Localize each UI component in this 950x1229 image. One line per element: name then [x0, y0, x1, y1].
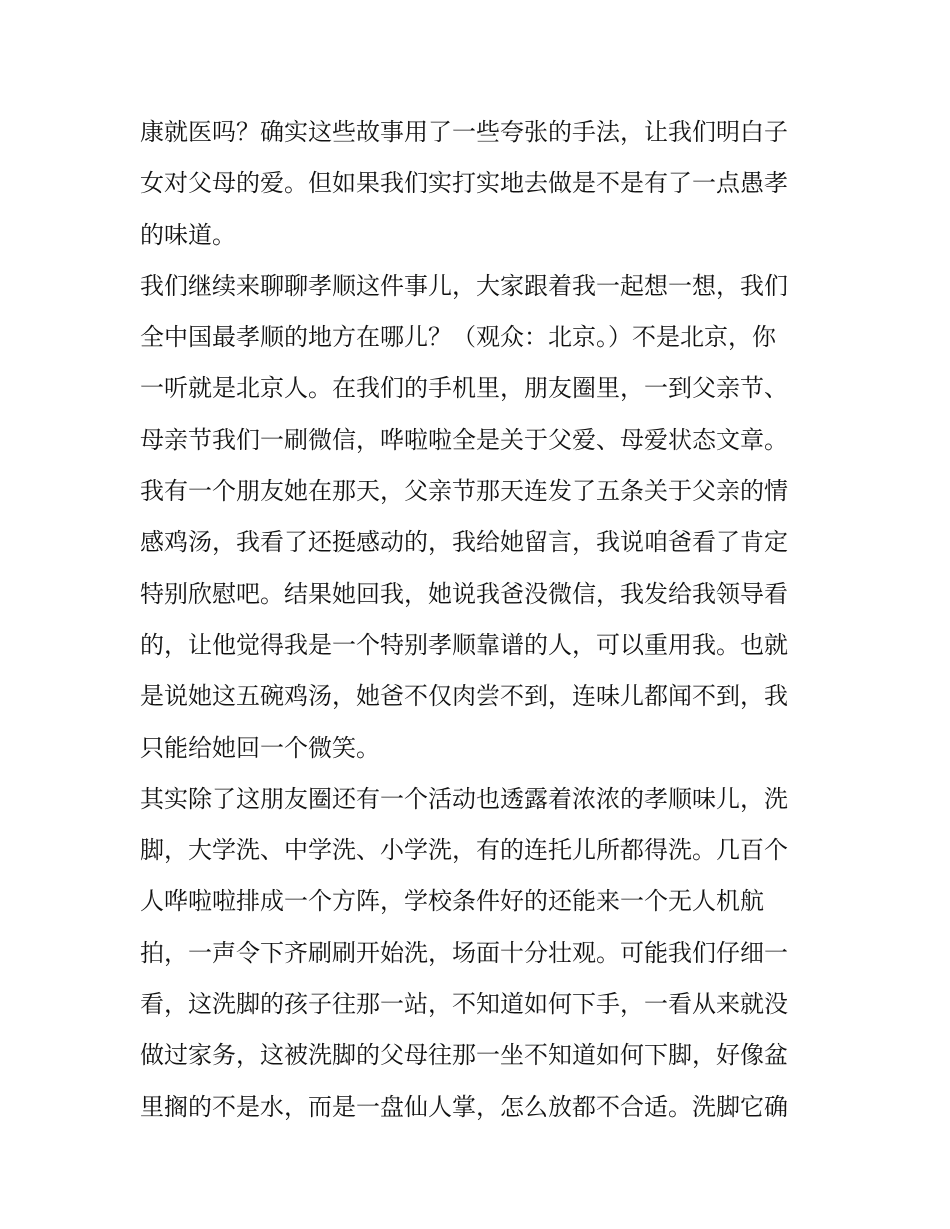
text-line: 康就医吗？确实这些故事用了一些夸张的手法，让我们明白子 [140, 118, 788, 146]
text-line: 脚，大学洗、中学洗、小学洗，有的连托儿所都得洗。几百个 [140, 836, 788, 865]
text-line: 其实除了这朋友圈还有一个活动也透露着浓浓的孝顺味儿，洗 [140, 784, 788, 813]
body-text [140, 107, 820, 1133]
text-line: 母亲节我们一刷微信，哗啦啦全是关于父爱、母爱状态文章。 [140, 425, 788, 454]
text-line: 特别欣慰吧。结果她回我，她说我爸没微信，我发给我领导看 [140, 579, 788, 608]
text-line: 只能给她回一个微笑。 [140, 733, 380, 762]
text-line: 的味道。 [140, 220, 236, 249]
text-line: 感鸡汤，我看了还挺感动的，我给她留言，我说咱爸看了肯定 [140, 528, 788, 557]
text-line: 里搁的不是水，而是一盘仙人掌，怎么放都不合适。洗脚它确 [140, 1092, 788, 1121]
text-line: 我有一个朋友她在那天，父亲节那天连发了五条关于父亲的情 [140, 477, 788, 506]
text-line: 拍，一声令下齐刷刷开始洗，场面十分壮观。可能我们仔细一 [140, 938, 788, 967]
text-line: 的，让他觉得我是一个特别孝顺靠谱的人，可以重用我。也就 [140, 630, 788, 659]
text-line: 人哗啦啦排成一个方阵，学校条件好的还能来一个无人机航 [140, 887, 764, 916]
text-line: 全中国最孝顺的地方在哪儿？（观众：北京。）不是北京，你 [140, 323, 776, 352]
text-line: 做过家务，这被洗脚的父母往那一坐不知道如何下脚，好像盆 [140, 1041, 788, 1070]
text-line: 看，这洗脚的孩子往那一站，不知道如何下手，一看从来就没 [140, 990, 788, 1019]
text-line: 我们继续来聊聊孝顺这件事儿，大家跟着我一起想一想，我们 [140, 271, 788, 300]
text-line: 一听就是北京人。在我们的手机里，朋友圈里，一到父亲节、 [140, 374, 788, 403]
text-line: 是说她这五碗鸡汤，她爸不仅肉尝不到，连味儿都闻不到，我 [140, 682, 788, 711]
text-line: 女对父母的爱。但如果我们实打实地去做是不是有了一点愚孝 [140, 169, 788, 198]
